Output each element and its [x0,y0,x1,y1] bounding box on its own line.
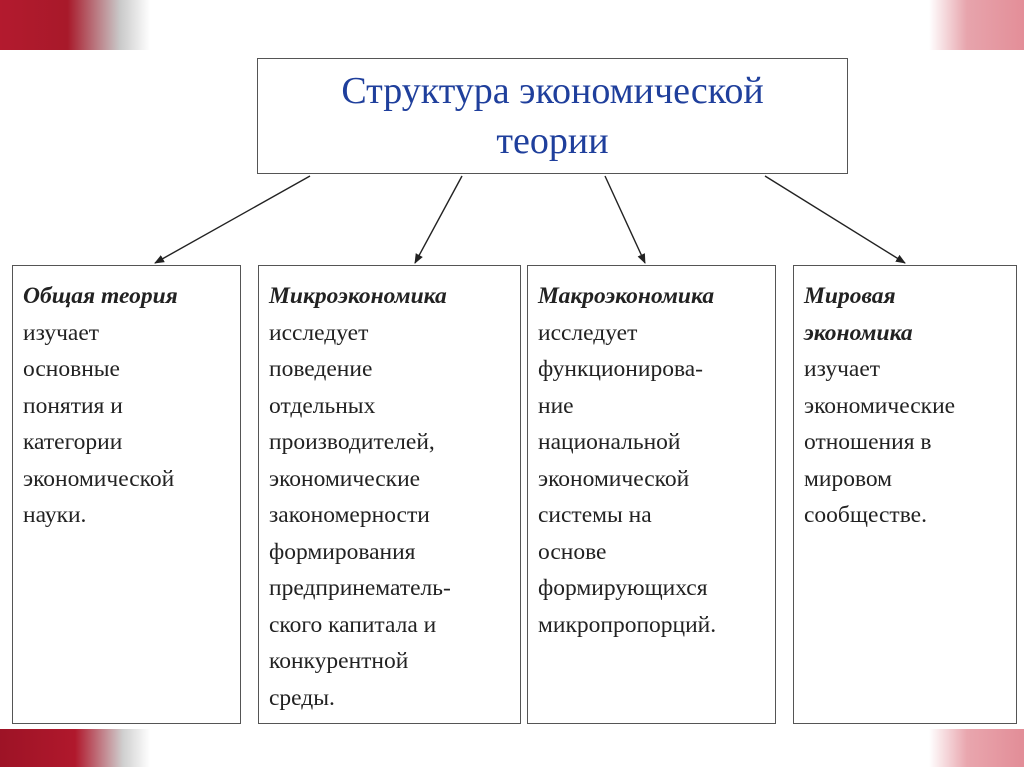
box-general-theory [12,265,241,724]
box-text: исследует функционирова- ние национальной экономической системы на основе формирующихся микропропорций. [538,319,717,638]
arrow-to-world-economy [765,176,905,263]
corner-decoration-bottom-right [929,729,1024,767]
corner-decoration-top-left [0,0,150,50]
box-microeconomics [258,265,521,724]
box-heading: Общая теория [23,283,178,309]
arrow-to-general-theory [155,176,310,263]
corner-decoration-top-right [929,0,1024,50]
title-box [257,58,848,174]
corner-decoration-bottom-left [0,729,150,767]
diagram-title: Структура экономической теории [341,70,764,162]
box-text: исследует поведение отдельных производителей, экономические закономерности формирования предпринематель- ского капитала и конкурентной среды. [269,319,451,711]
box-heading: Мировая экономика [804,283,913,346]
arrow-to-microeconomics [415,176,462,263]
box-heading: Макроэкономика [538,283,715,309]
box-heading: Микроэкономика [269,283,447,309]
box-text: изучает основные понятия и категории экономической науки. [23,319,175,528]
arrow-to-macroeconomics [605,176,645,263]
box-macroeconomics [527,265,776,724]
box-world-economy [793,265,1017,724]
box-text: изучает экономические отношения в мировом сообществе. [804,356,956,528]
